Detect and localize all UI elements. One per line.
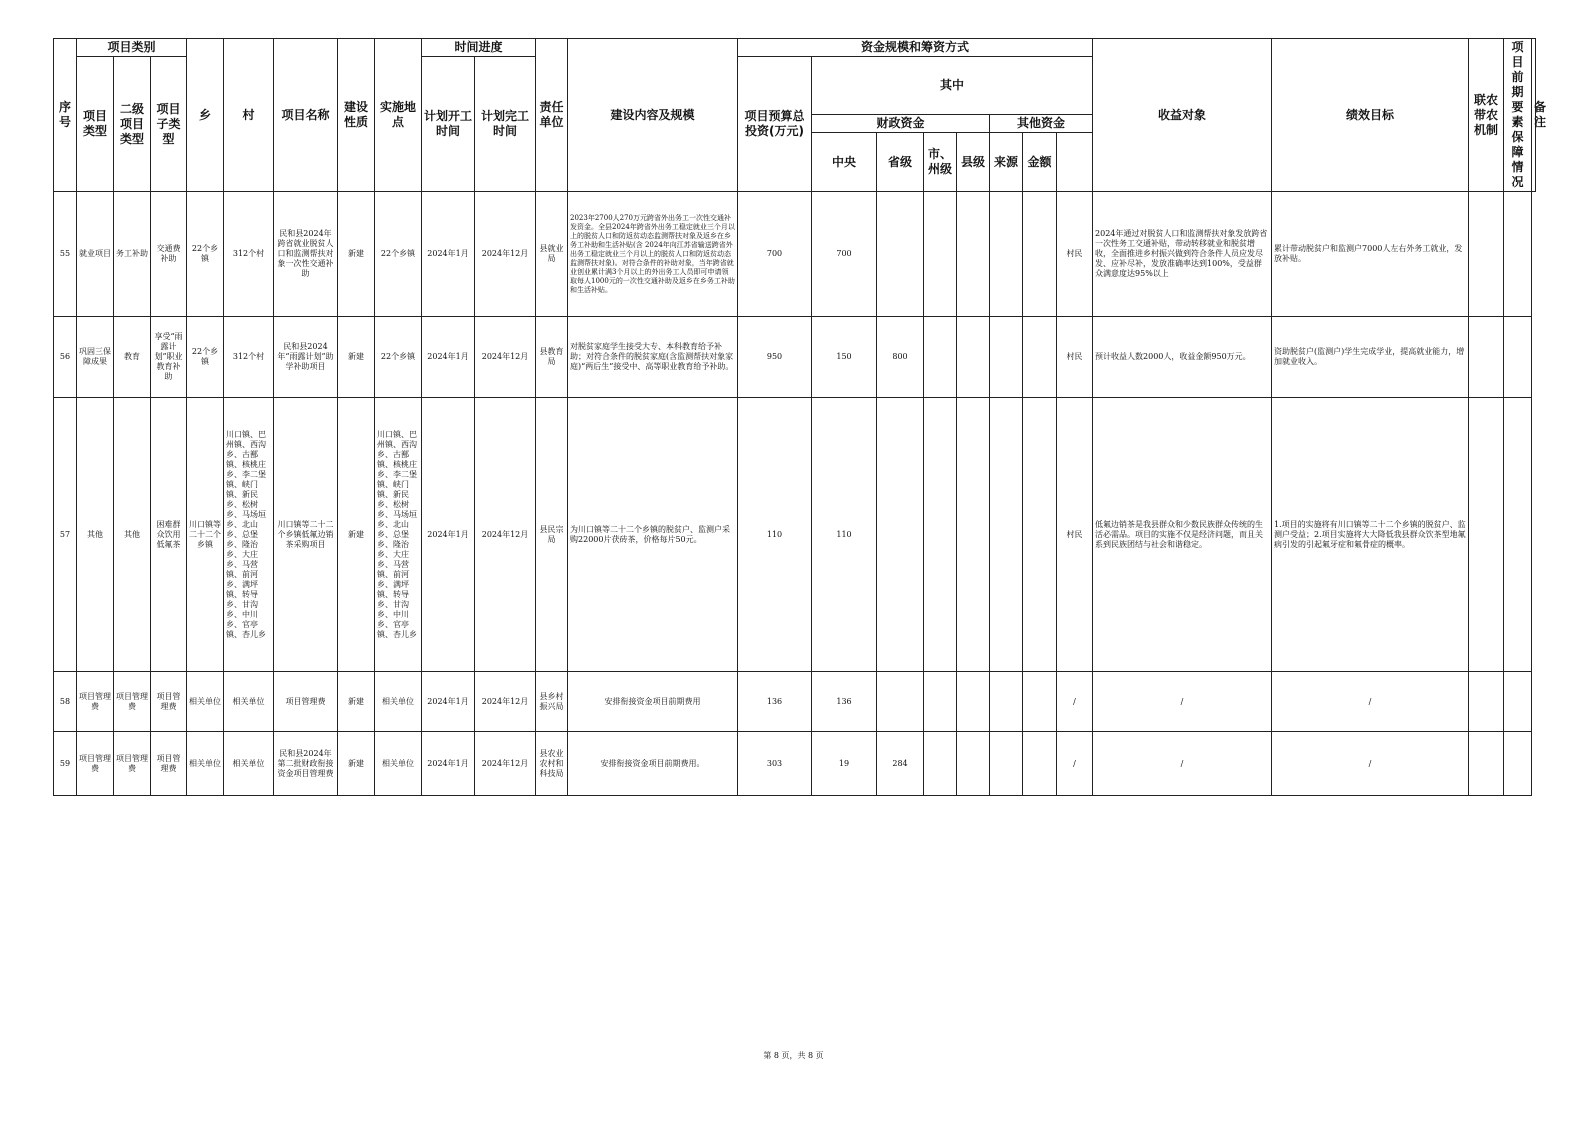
cell-mechanism: / <box>1272 732 1469 796</box>
cell-county <box>957 317 990 398</box>
col-group-time: 时间进度 <box>422 39 536 57</box>
cell-prep <box>1469 192 1504 317</box>
cell-type: 项目管理费 <box>77 672 114 732</box>
table-header <box>54 39 1547 192</box>
cell-start: 2024年1月 <box>422 672 475 732</box>
cell-nature: 新建 <box>338 732 375 796</box>
cell-unit: 县乡村振兴局 <box>536 672 568 732</box>
cell-city <box>924 398 957 672</box>
cell-name: 川口镇等二十二个乡镇低氟边销茶采购项目 <box>274 398 338 672</box>
cell-source <box>990 317 1023 398</box>
cell-location: 22个乡镇 <box>375 317 422 398</box>
cell-content: 2023年2700人270万元跨省外出务工一次性交通补发资金。全县2024年跨省外出务工稳定就业三个月以上的脱贫人口和防返贫动态监测帮扶对象及返乡在乡务工补助和生活补贴(含 2024年向江苏省输送跨省外出务工稳定就业三个月以上的脱贫人口和防返贫动态监测帮扶对象)。对符合条件的补助对象，当年跨省就业创业累计满3个月以上的外出务工人员即可申请领取每人1000元的一次性交通补助及返乡在乡务工补助和生活补贴。 <box>568 192 738 317</box>
cell-provincial: 800 <box>877 317 924 398</box>
table-row <box>54 192 1536 317</box>
cell-mechanism: 1.项目的实施将有川口镇等二十二个乡镇的脱贫户、监测户受益；2.项目实施将大大降低我县群众饮茶型地氟病引发的引起氟牙症和氟骨症的概率。 <box>1272 398 1469 672</box>
cell-amount <box>1023 192 1057 317</box>
col-level2-type: 二级项目类型 <box>114 57 151 192</box>
cell-nature: 新建 <box>338 398 375 672</box>
col-resp-unit: 责任单位 <box>536 39 568 192</box>
cell-performance: 低氟边销茶是我县群众和少数民族群众传统的生活必需品。项目的实施不仅是经济问题，而且关系到民族团结与社会和谐稳定。 <box>1093 398 1272 672</box>
table-row <box>54 317 1536 398</box>
cell-source <box>990 192 1023 317</box>
col-seq: 序号 <box>54 39 77 192</box>
table-body <box>54 192 1536 796</box>
cell-provincial <box>877 192 924 317</box>
cell-county <box>957 192 990 317</box>
cell-beneficiary: / <box>1057 672 1093 732</box>
cell-sub: 困难群众饮用低氟茶 <box>151 398 187 672</box>
cell-end: 2024年12月 <box>475 317 536 398</box>
cell-remark <box>1504 398 1532 672</box>
cell-end: 2024年12月 <box>475 398 536 672</box>
cell-performance: / <box>1093 672 1272 732</box>
cell-central: 136 <box>812 672 877 732</box>
cell-beneficiary: 村民 <box>1057 317 1093 398</box>
cell-mechanism: 资助脱贫户(监测户)学生完成学业，提高就业能力，增加就业收入。 <box>1272 317 1469 398</box>
cell-end: 2024年12月 <box>475 672 536 732</box>
cell-budget: 303 <box>738 732 812 796</box>
cell-budget: 700 <box>738 192 812 317</box>
cell-amount <box>1023 317 1057 398</box>
cell-remark <box>1504 192 1532 317</box>
col-provincial: 省级 <box>877 133 924 192</box>
col-budget: 项目预算总投资(万元) <box>738 57 812 192</box>
col-group-fiscal: 财政资金 <box>812 115 990 133</box>
col-prep: 项目前期要素保障情况 <box>1504 39 1532 192</box>
cell-source <box>990 672 1023 732</box>
cell-start: 2024年1月 <box>422 398 475 672</box>
cell-type: 其他 <box>77 398 114 672</box>
cell-amount <box>1023 398 1057 672</box>
col-beneficiary: 收益对象 <box>1093 39 1272 192</box>
col-source: 来源 <box>990 133 1023 192</box>
col-group-other: 其他资金 <box>990 115 1093 133</box>
cell-village: 相关单位 <box>224 672 274 732</box>
cell-county <box>957 398 990 672</box>
cell-performance: 2024年通过对脱贫人口和监测帮扶对象发放跨省一次性务工交通补贴，带动转移就业和脱贫增收，全面推进乡村振兴做到符合条件人员应发尽发、应补尽补，发放准确率达到100%，受益群众满意度达95%以上 <box>1093 192 1272 317</box>
cell-prep <box>1469 672 1504 732</box>
cell-seq: 59 <box>54 732 77 796</box>
cell-township: 22个乡镇 <box>187 317 224 398</box>
cell-end: 2024年12月 <box>475 732 536 796</box>
project-table <box>53 38 1547 796</box>
cell-sub: 享受“雨露计划”职业教育补助 <box>151 317 187 398</box>
cell-central: 19 <box>812 732 877 796</box>
cell-beneficiary: 村民 <box>1057 398 1093 672</box>
cell-unit: 县教育局 <box>536 317 568 398</box>
col-amount: 金额 <box>1023 133 1057 192</box>
cell-name: 民和县2024年“雨露计划”助学补助项目 <box>274 317 338 398</box>
cell-village: 相关单位 <box>224 732 274 796</box>
cell-content: 对脱贫家庭学生接受大专、本科教育给予补助；对符合条件的脱贫家庭(含监测帮扶对象家庭)“两后生”接受中、高等职业教育给予补助。 <box>568 317 738 398</box>
cell-village: 312个村 <box>224 317 274 398</box>
cell-township: 相关单位 <box>187 732 224 796</box>
col-remark: 备注 <box>1532 39 1536 192</box>
cell-beneficiary: / <box>1057 732 1093 796</box>
cell-village: 川口镇、巴州镇、西沟乡、古鄯镇、核桃庄乡、李二堡镇、峡门镇、新民乡、松树乡、马场垣乡、北山乡、总堡乡、隆治乡、大庄乡、马营镇、前河乡、满坪镇、转导乡、甘沟乡、中川乡、官亭镇、杏儿乡 <box>224 398 274 672</box>
col-group-category: 项目类别 <box>77 39 187 57</box>
cell-level2: 项目管理费 <box>114 672 151 732</box>
cell-seq: 57 <box>54 398 77 672</box>
cell-remark <box>1504 317 1532 398</box>
cell-start: 2024年1月 <box>422 732 475 796</box>
cell-city <box>924 672 957 732</box>
cell-budget: 110 <box>738 398 812 672</box>
cell-name: 项目管理费 <box>274 672 338 732</box>
cell-village: 312个村 <box>224 192 274 317</box>
cell-beneficiary: 村民 <box>1057 192 1093 317</box>
col-project-name: 项目名称 <box>274 39 338 192</box>
cell-remark <box>1504 732 1532 796</box>
cell-location: 川口镇、巴州镇、西沟乡、古鄯镇、核桃庄乡、李二堡镇、峡门镇、新民乡、松树乡、马场垣乡、北山乡、总堡乡、隆治乡、大庄乡、马营镇、前河乡、满坪镇、转导乡、甘沟乡、中川乡、官亭镇、杏儿乡 <box>375 398 422 672</box>
cell-name: 民和县2024年第二批财政衔接资金项目管理费 <box>274 732 338 796</box>
cell-township: 相关单位 <box>187 672 224 732</box>
col-group-of-which: 其中 <box>812 57 1093 115</box>
col-village: 村 <box>224 39 274 192</box>
table-row <box>54 672 1536 732</box>
cell-township: 22个乡镇 <box>187 192 224 317</box>
cell-source <box>990 732 1023 796</box>
cell-nature: 新建 <box>338 317 375 398</box>
cell-sub: 交通费补助 <box>151 192 187 317</box>
cell-seq: 55 <box>54 192 77 317</box>
col-location: 实施地点 <box>375 39 422 192</box>
cell-city <box>924 317 957 398</box>
page-footer: 第 8 页，共 8 页 <box>763 1051 824 1060</box>
col-central: 中央 <box>812 133 877 192</box>
cell-location: 22个乡镇 <box>375 192 422 317</box>
cell-central: 110 <box>812 398 877 672</box>
table-row <box>54 732 1536 796</box>
col-county: 县级 <box>957 133 990 192</box>
cell-amount <box>1023 732 1057 796</box>
cell-amount <box>1023 672 1057 732</box>
cell-central: 150 <box>812 317 877 398</box>
col-sub-type: 项目子类型 <box>151 57 187 192</box>
cell-start: 2024年1月 <box>422 192 475 317</box>
cell-start: 2024年1月 <box>422 317 475 398</box>
cell-content: 为川口镇等二十二个乡镇的脱贫户、监测户采购22000片茯砖茶，价格每片50元。 <box>568 398 738 672</box>
cell-content: 安排衔接资金项目前期费用。 <box>568 732 738 796</box>
cell-prep <box>1469 398 1504 672</box>
cell-seq: 58 <box>54 672 77 732</box>
col-group-fund: 资金规模和筹资方式 <box>738 39 1093 57</box>
cell-location: 相关单位 <box>375 672 422 732</box>
cell-performance: / <box>1093 732 1272 796</box>
cell-content: 安排衔接资金项目前期费用 <box>568 672 738 732</box>
cell-unit: 县民宗局 <box>536 398 568 672</box>
cell-county <box>957 732 990 796</box>
cell-city <box>924 732 957 796</box>
cell-sub: 项目管理费 <box>151 672 187 732</box>
col-end: 计划完工时间 <box>475 57 536 192</box>
cell-township: 川口镇等二十二个乡镇 <box>187 398 224 672</box>
cell-nature: 新建 <box>338 192 375 317</box>
cell-seq: 56 <box>54 317 77 398</box>
cell-central: 700 <box>812 192 877 317</box>
cell-level2: 务工补助 <box>114 192 151 317</box>
cell-provincial <box>877 398 924 672</box>
col-performance: 绩效目标 <box>1272 39 1469 192</box>
cell-prep <box>1469 317 1504 398</box>
cell-performance: 预计收益人数2000人，收益金额950万元。 <box>1093 317 1272 398</box>
cell-unit: 县就业局 <box>536 192 568 317</box>
cell-unit: 县农业农村和科技局 <box>536 732 568 796</box>
cell-provincial <box>877 672 924 732</box>
cell-remark <box>1504 672 1532 732</box>
cell-level2: 其他 <box>114 398 151 672</box>
cell-name: 民和县2024年跨省就业脱贫人口和监测帮扶对象一次性交通补助 <box>274 192 338 317</box>
cell-level2: 教育 <box>114 317 151 398</box>
cell-source <box>990 398 1023 672</box>
col-project-type: 项目类型 <box>77 57 114 192</box>
col-city: 市、州级 <box>924 133 957 192</box>
cell-mechanism: 累计带动脱贫户和监测户7000人左右外务工就业，发放补贴。 <box>1272 192 1469 317</box>
cell-provincial: 284 <box>877 732 924 796</box>
cell-type: 巩固三保障成果 <box>77 317 114 398</box>
col-township: 乡 <box>187 39 224 192</box>
col-start: 计划开工时间 <box>422 57 475 192</box>
cell-end: 2024年12月 <box>475 192 536 317</box>
cell-nature: 新建 <box>338 672 375 732</box>
cell-level2: 项目管理费 <box>114 732 151 796</box>
cell-city <box>924 192 957 317</box>
cell-type: 就业项目 <box>77 192 114 317</box>
table-row <box>54 398 1536 672</box>
cell-budget: 950 <box>738 317 812 398</box>
col-build-nature: 建设性质 <box>338 39 375 192</box>
cell-location: 相关单位 <box>375 732 422 796</box>
col-mechanism: 联农带农机制 <box>1469 39 1504 192</box>
cell-county <box>957 672 990 732</box>
col-content: 建设内容及规模 <box>568 39 738 192</box>
cell-sub: 项目管理费 <box>151 732 187 796</box>
cell-budget: 136 <box>738 672 812 732</box>
cell-mechanism: / <box>1272 672 1469 732</box>
cell-type: 项目管理费 <box>77 732 114 796</box>
cell-prep <box>1469 732 1504 796</box>
